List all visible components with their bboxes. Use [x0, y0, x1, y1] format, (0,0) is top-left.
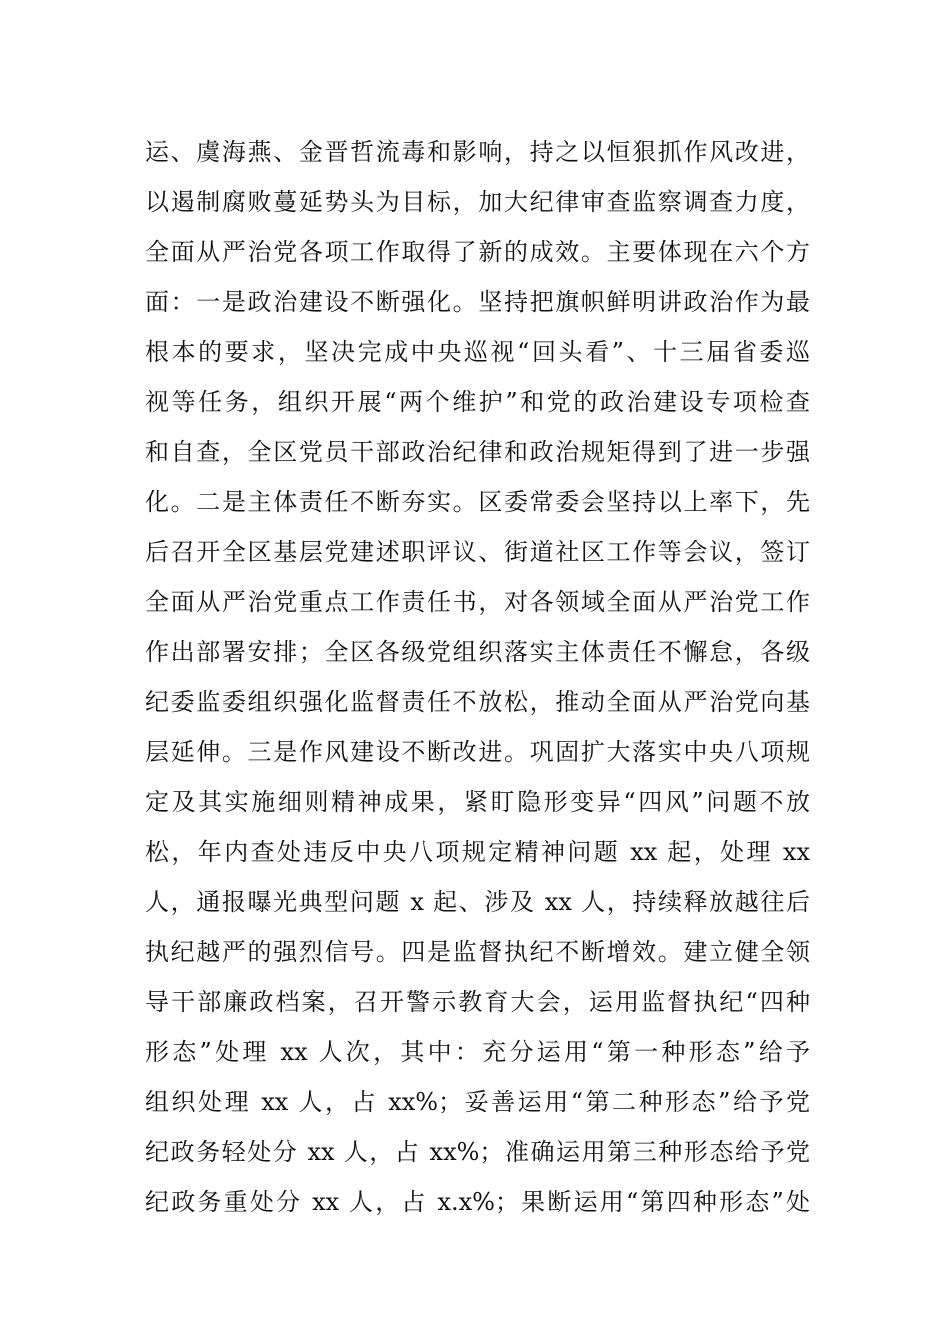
- text-line: 根本的要求，坚决完成中央巡视“回头看”、十三届省委巡: [145, 338, 810, 366]
- body-text: [145, 127, 810, 1227]
- text-line: 视等任务，组织开展“两个维护”和党的政治建设专项检查: [145, 388, 810, 416]
- text-line: 纪政务轻处分 xx 人，占 xx%；准确运用第三种形态给予党: [145, 1138, 810, 1166]
- text-line: 以遏制腐败蔓延势头为目标，加大纪律审查监察调查力度，: [145, 188, 810, 216]
- text-line: 松，年内查处违反中央八项规定精神问题 xx 起，处理 xx: [145, 838, 810, 866]
- text-line: 人，通报曝光典型问题 x 起、涉及 xx 人，持续释放越往后: [145, 888, 810, 916]
- text-line: 形态”处理 xx 人次，其中：充分运用“第一种形态”给予: [145, 1038, 810, 1066]
- text-line: 运、虞海燕、金晋哲流毒和影响，持之以恒狠抓作风改进，: [145, 138, 810, 166]
- text-line: 导干部廉政档案，召开警示教育大会，运用监督执纪“四种: [145, 988, 810, 1016]
- text-line: 纪委监委组织强化监督责任不放松，推动全面从严治党向基: [145, 688, 810, 716]
- text-line: 后召开全区基层党建述职评议、街道社区工作等会议，签订: [145, 538, 810, 566]
- text-line: 层延伸。三是作风建设不断改进。巩固扩大落实中央八项规: [145, 738, 810, 766]
- text-line: 定及其实施细则精神成果，紧盯隐形变异“四风”问题不放: [145, 788, 810, 816]
- text-line: 纪政务重处分 xx 人，占 x.x%；果断运用“第四种形态”处: [145, 1188, 810, 1216]
- text-line: 全面从严治党重点工作责任书，对各领域全面从严治党工作: [145, 588, 810, 616]
- text-line: 执纪越严的强烈信号。四是监督执纪不断增效。建立健全领: [145, 938, 810, 966]
- text-line: 全面从严治党各项工作取得了新的成效。主要体现在六个方: [145, 238, 810, 266]
- text-line: 面：一是政治建设不断强化。坚持把旗帜鲜明讲政治作为最: [145, 288, 810, 316]
- text-line: 化。二是主体责任不断夯实。区委常委会坚持以上率下，先: [145, 488, 810, 516]
- text-line: 作出部署安排；全区各级党组织落实主体责任不懈怠，各级: [145, 638, 810, 666]
- text-line: 组织处理 xx 人，占 xx%；妥善运用“第二种形态”给予党: [145, 1088, 810, 1116]
- text-line: 和自查，全区党员干部政治纪律和政治规矩得到了进一步强: [145, 438, 810, 466]
